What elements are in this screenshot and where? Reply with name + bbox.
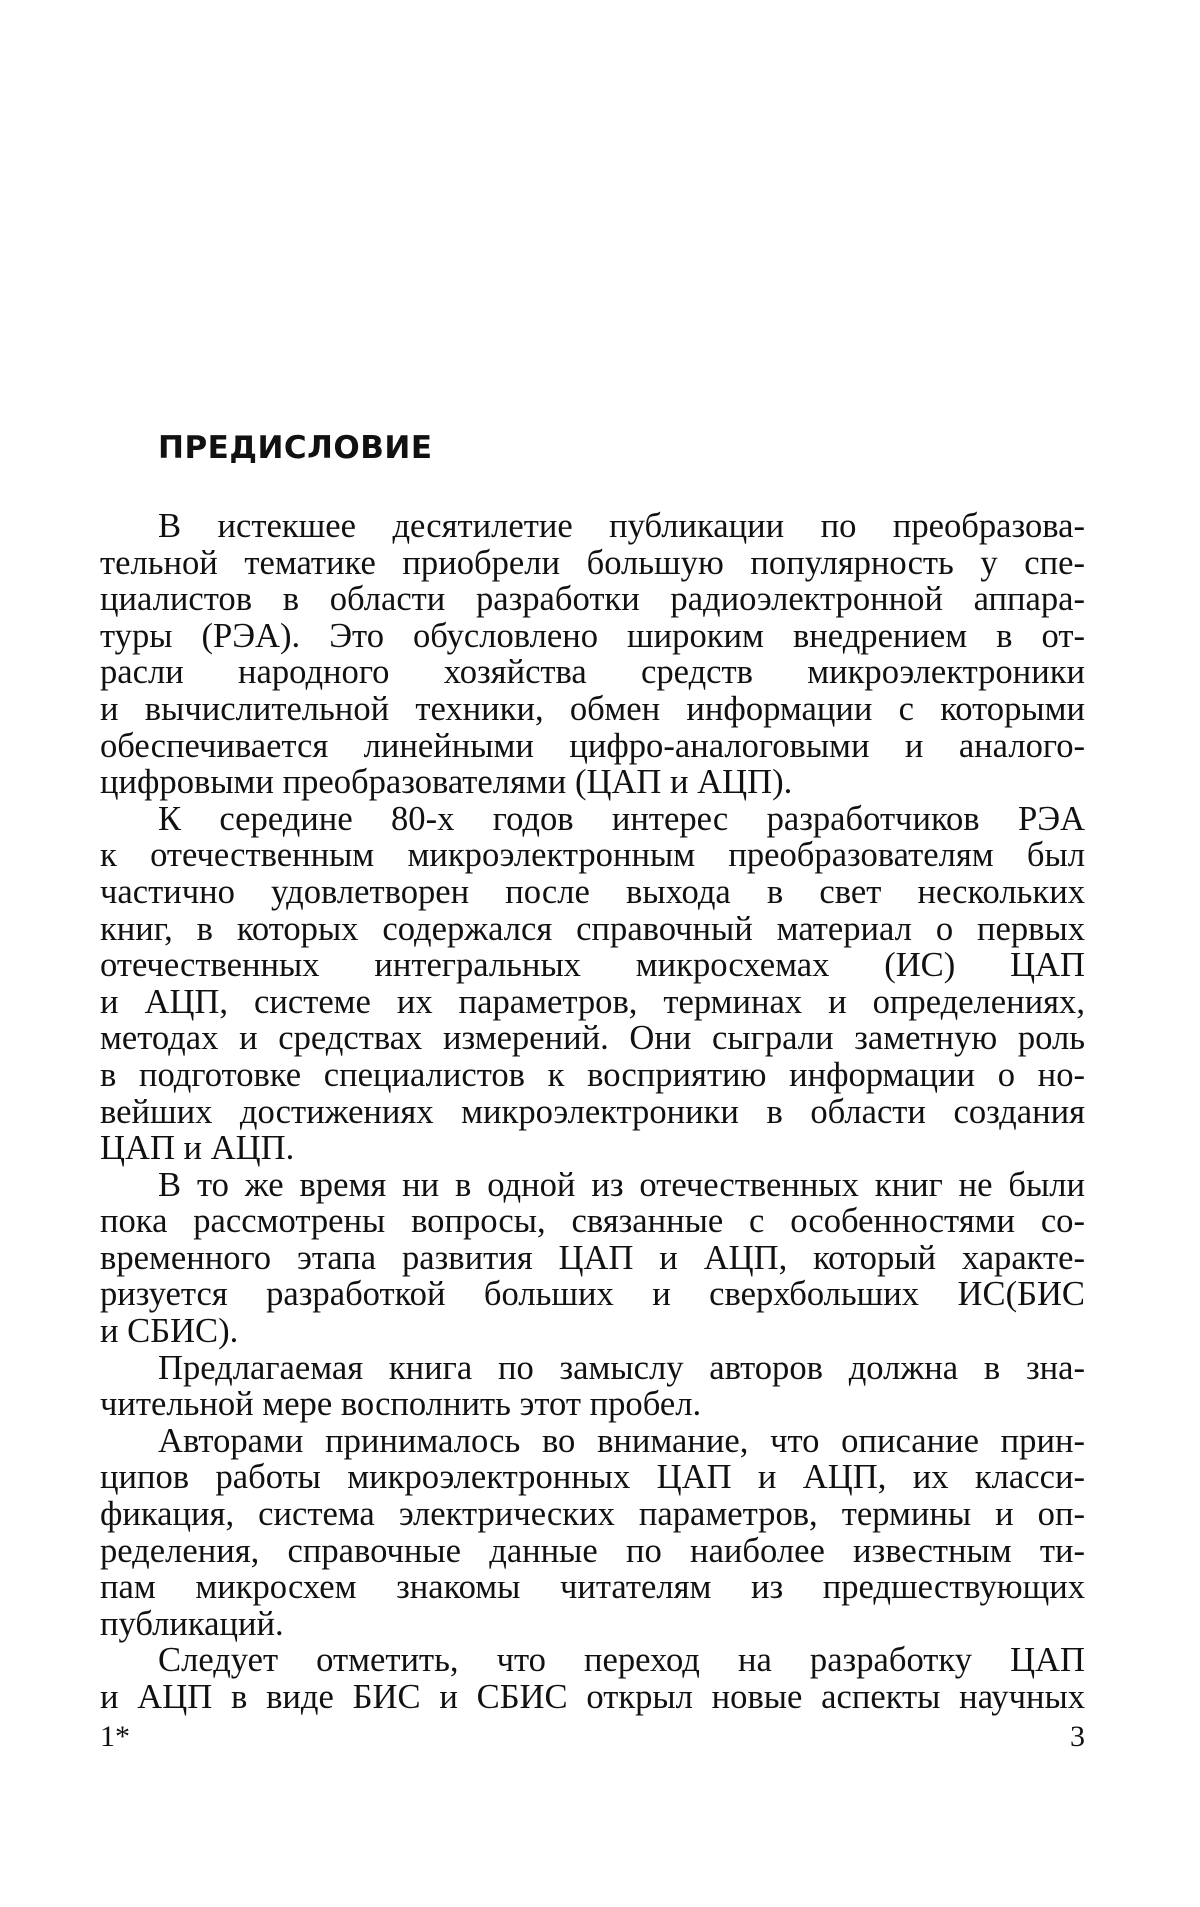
text-line: ципов работы микроэлектронных ЦАП и АЦП, их класси- [100,1458,1085,1497]
text-line: туры (РЭА). Это обусловлено широким внедрением в от- [100,616,1085,655]
paragraph-5 [100,1423,1085,1643]
body-text [100,508,1085,1716]
text-line: книг, в которых содержался справочный материал о первых [100,909,1085,948]
text-line: пам микросхем знакомы читателям из предшествующих [100,1568,1085,1607]
text-line: отечественных интегральных микросхемах (ИС) ЦАП [100,946,1085,985]
text-line: и вычислительной техники, обмен информации с которыми [100,689,1085,728]
paragraph-1 [100,508,1085,801]
text-line: временного этапа развития ЦАП и АЦП, который характе- [100,1238,1085,1277]
text-line: и СБИС). [100,1312,239,1351]
text-line: вейших достижениях микроэлектроники в области создания [100,1092,1085,1131]
text-line: циалистов в области разработки радиоэлектронной аппара- [100,580,1085,619]
paragraph-4 [100,1350,1085,1423]
text-line: ределения, справочные данные по наиболее известным ти- [100,1531,1085,1570]
paragraph-3 [100,1167,1085,1350]
paragraph-2 [100,801,1085,1167]
text-line: публикаций. [100,1604,284,1643]
text-line: цифровыми преобразователями (ЦАП и АЦП). [100,763,793,802]
text-line: ЦАП и АЦП. [100,1129,295,1168]
text-line: В истекшее десятилетие публикации по преобразова- [158,507,1085,545]
text-line: частично удовлетворен после выхода в свет нескольких [100,872,1085,911]
paragraph-6 [100,1642,1085,1715]
text-line: чительной мере восполнить этот пробел. [100,1385,702,1424]
text-line: Авторами принималось во внимание, что описание прин- [158,1421,1085,1460]
text-line: фикация, система электрических параметров, термины и оп- [100,1495,1085,1534]
text-line: расли народного хозяйства средств микроэлектроники [100,653,1085,692]
text-line: и АЦП в виде БИС и СБИС открыл новые аспекты научных [100,1678,1085,1716]
text-line: К середине 80-х годов интерес разработчиков РЭА [158,799,1085,838]
text-line: в подготовке специалистов к восприятию информации о но- [100,1055,1085,1094]
text-line: ризуется разработкой больших и сверхбольших ИС(БИС [100,1275,1085,1314]
text-line: Следует отметить, что переход на разработку ЦАП [158,1641,1085,1680]
signature-mark: 1* [100,1720,130,1753]
text-line: к отечественным микроэлектронным преобразователям был [100,836,1085,875]
text-line: и АЦП, системе их параметров, терминах и определениях, [100,982,1085,1021]
text-line: тельной тематике приобрели большую популярность у спе- [100,543,1085,582]
text-line: методах и средствах измерений. Они сыграли заметную роль [100,1019,1085,1058]
text-line: пока рассмотрены вопросы, связанные с особенностями со- [100,1202,1085,1241]
page-number: 3 [1070,1720,1085,1753]
text-line: В то же время ни в одной из отечественных книг не были [158,1165,1085,1204]
page-title: ПРЕДИСЛОВИЕ [158,430,433,466]
text-line: Предлагаемая книга по замыслу авторов должна в зна- [158,1348,1085,1387]
text-line: обеспечивается линейными цифро-аналоговыми и аналого- [100,726,1085,765]
